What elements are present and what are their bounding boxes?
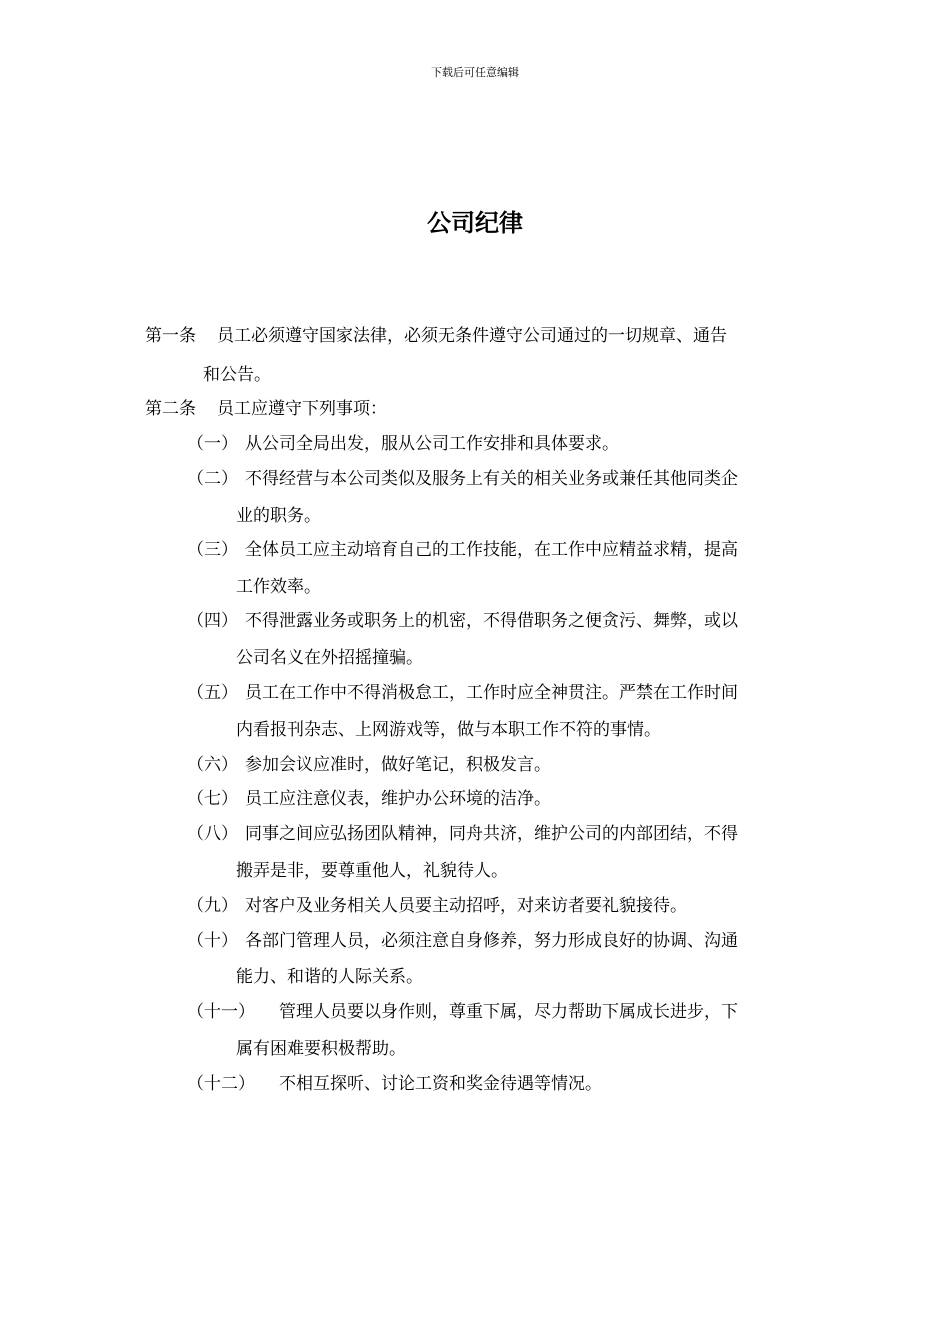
item-6-label: （六） bbox=[187, 755, 238, 775]
item-5-text-1: 员工在工作中不得消极怠工，工作时应全神贯注。严禁在工作时间 bbox=[245, 683, 738, 703]
item-2-text-1: 不得经营与本公司类似及服务上有关的相关业务或兼任其他同类企 bbox=[245, 469, 738, 489]
item-3-line-2: 工作效率。 bbox=[236, 577, 321, 597]
item-5-line-1 bbox=[187, 681, 738, 705]
item-8-line-2: 搬弄是非，要尊重他人，礼貌待人。 bbox=[236, 861, 508, 881]
item-12-label: （十二） bbox=[187, 1074, 255, 1094]
article-2-line-1 bbox=[145, 397, 387, 421]
article-2-label: 第二条 bbox=[145, 399, 196, 419]
item-6-line-1 bbox=[187, 753, 551, 777]
article-1-line-2: 和公告。 bbox=[203, 365, 271, 385]
page-header-note: 下载后可任意编辑 bbox=[431, 66, 519, 79]
item-8-label: （八） bbox=[187, 824, 238, 844]
document-title: 公司纪律 bbox=[427, 209, 523, 237]
item-4-line-2: 公司名义在外招摇撞骗。 bbox=[236, 648, 423, 668]
article-1-text-1: 员工必须遵守国家法律，必须无条件遵守公司通过的一切规章、通告 bbox=[217, 326, 727, 346]
article-2-text-1: 员工应遵守下列事项： bbox=[217, 399, 387, 419]
item-2-label: （二） bbox=[187, 469, 238, 489]
item-7-text-1: 员工应注意仪表，维护办公环境的洁净。 bbox=[245, 789, 551, 809]
item-9-text-1: 对客户及业务相关人员要主动招呼，对来访者要礼貌接待。 bbox=[245, 896, 687, 916]
item-9-label: （九） bbox=[187, 896, 238, 916]
item-4-label: （四） bbox=[187, 611, 238, 631]
item-6-text-1: 参加会议应准时，做好笔记，积极发言。 bbox=[245, 755, 551, 775]
item-4-line-1 bbox=[187, 609, 738, 633]
article-1-label: 第一条 bbox=[145, 326, 196, 346]
item-5-line-2: 内看报刊杂志、上网游戏等，做与本职工作不符的事情。 bbox=[236, 720, 661, 740]
item-11-line-1 bbox=[187, 1000, 738, 1024]
item-10-text-1: 各部门管理人员，必须注意自身修养，努力形成良好的协调、沟通 bbox=[245, 931, 738, 951]
item-1-label: （一） bbox=[187, 434, 238, 454]
item-10-label: （十） bbox=[187, 931, 238, 951]
item-12-line-1 bbox=[187, 1072, 602, 1096]
item-4-text-1: 不得泄露业务或职务上的机密，不得借职务之便贪污、舞弊，或以 bbox=[245, 611, 738, 631]
item-3-label: （三） bbox=[187, 540, 238, 560]
item-3-text-1: 全体员工应主动培育自己的工作技能，在工作中应精益求精，提高 bbox=[245, 540, 738, 560]
item-11-text-1: 管理人员要以身作则，尊重下属，尽力帮助下属成长进步，下 bbox=[279, 1002, 738, 1022]
item-11-line-2: 属有困难要积极帮助。 bbox=[236, 1039, 406, 1059]
item-8-line-1 bbox=[187, 822, 738, 846]
item-5-label: （五） bbox=[187, 683, 238, 703]
item-2-line-1 bbox=[187, 467, 738, 491]
item-12-text-1: 不相互探听、讨论工资和奖金待遇等情况。 bbox=[279, 1074, 602, 1094]
item-11-label: （十一） bbox=[187, 1002, 255, 1022]
item-2-line-2: 业的职务。 bbox=[236, 506, 321, 526]
item-1-text-1: 从公司全局出发，服从公司工作安排和具体要求。 bbox=[245, 434, 619, 454]
item-7-label: （七） bbox=[187, 789, 238, 809]
article-1-line-1 bbox=[145, 324, 727, 348]
item-10-line-2: 能力、和谐的人际关系。 bbox=[236, 967, 423, 987]
item-9-line-1 bbox=[187, 894, 687, 918]
item-10-line-1 bbox=[187, 929, 738, 953]
item-7-line-1 bbox=[187, 787, 551, 811]
item-3-line-1 bbox=[187, 538, 738, 562]
item-1-line-1 bbox=[187, 432, 619, 456]
item-8-text-1: 同事之间应弘扬团队精神，同舟共济，维护公司的内部团结，不得 bbox=[245, 824, 738, 844]
